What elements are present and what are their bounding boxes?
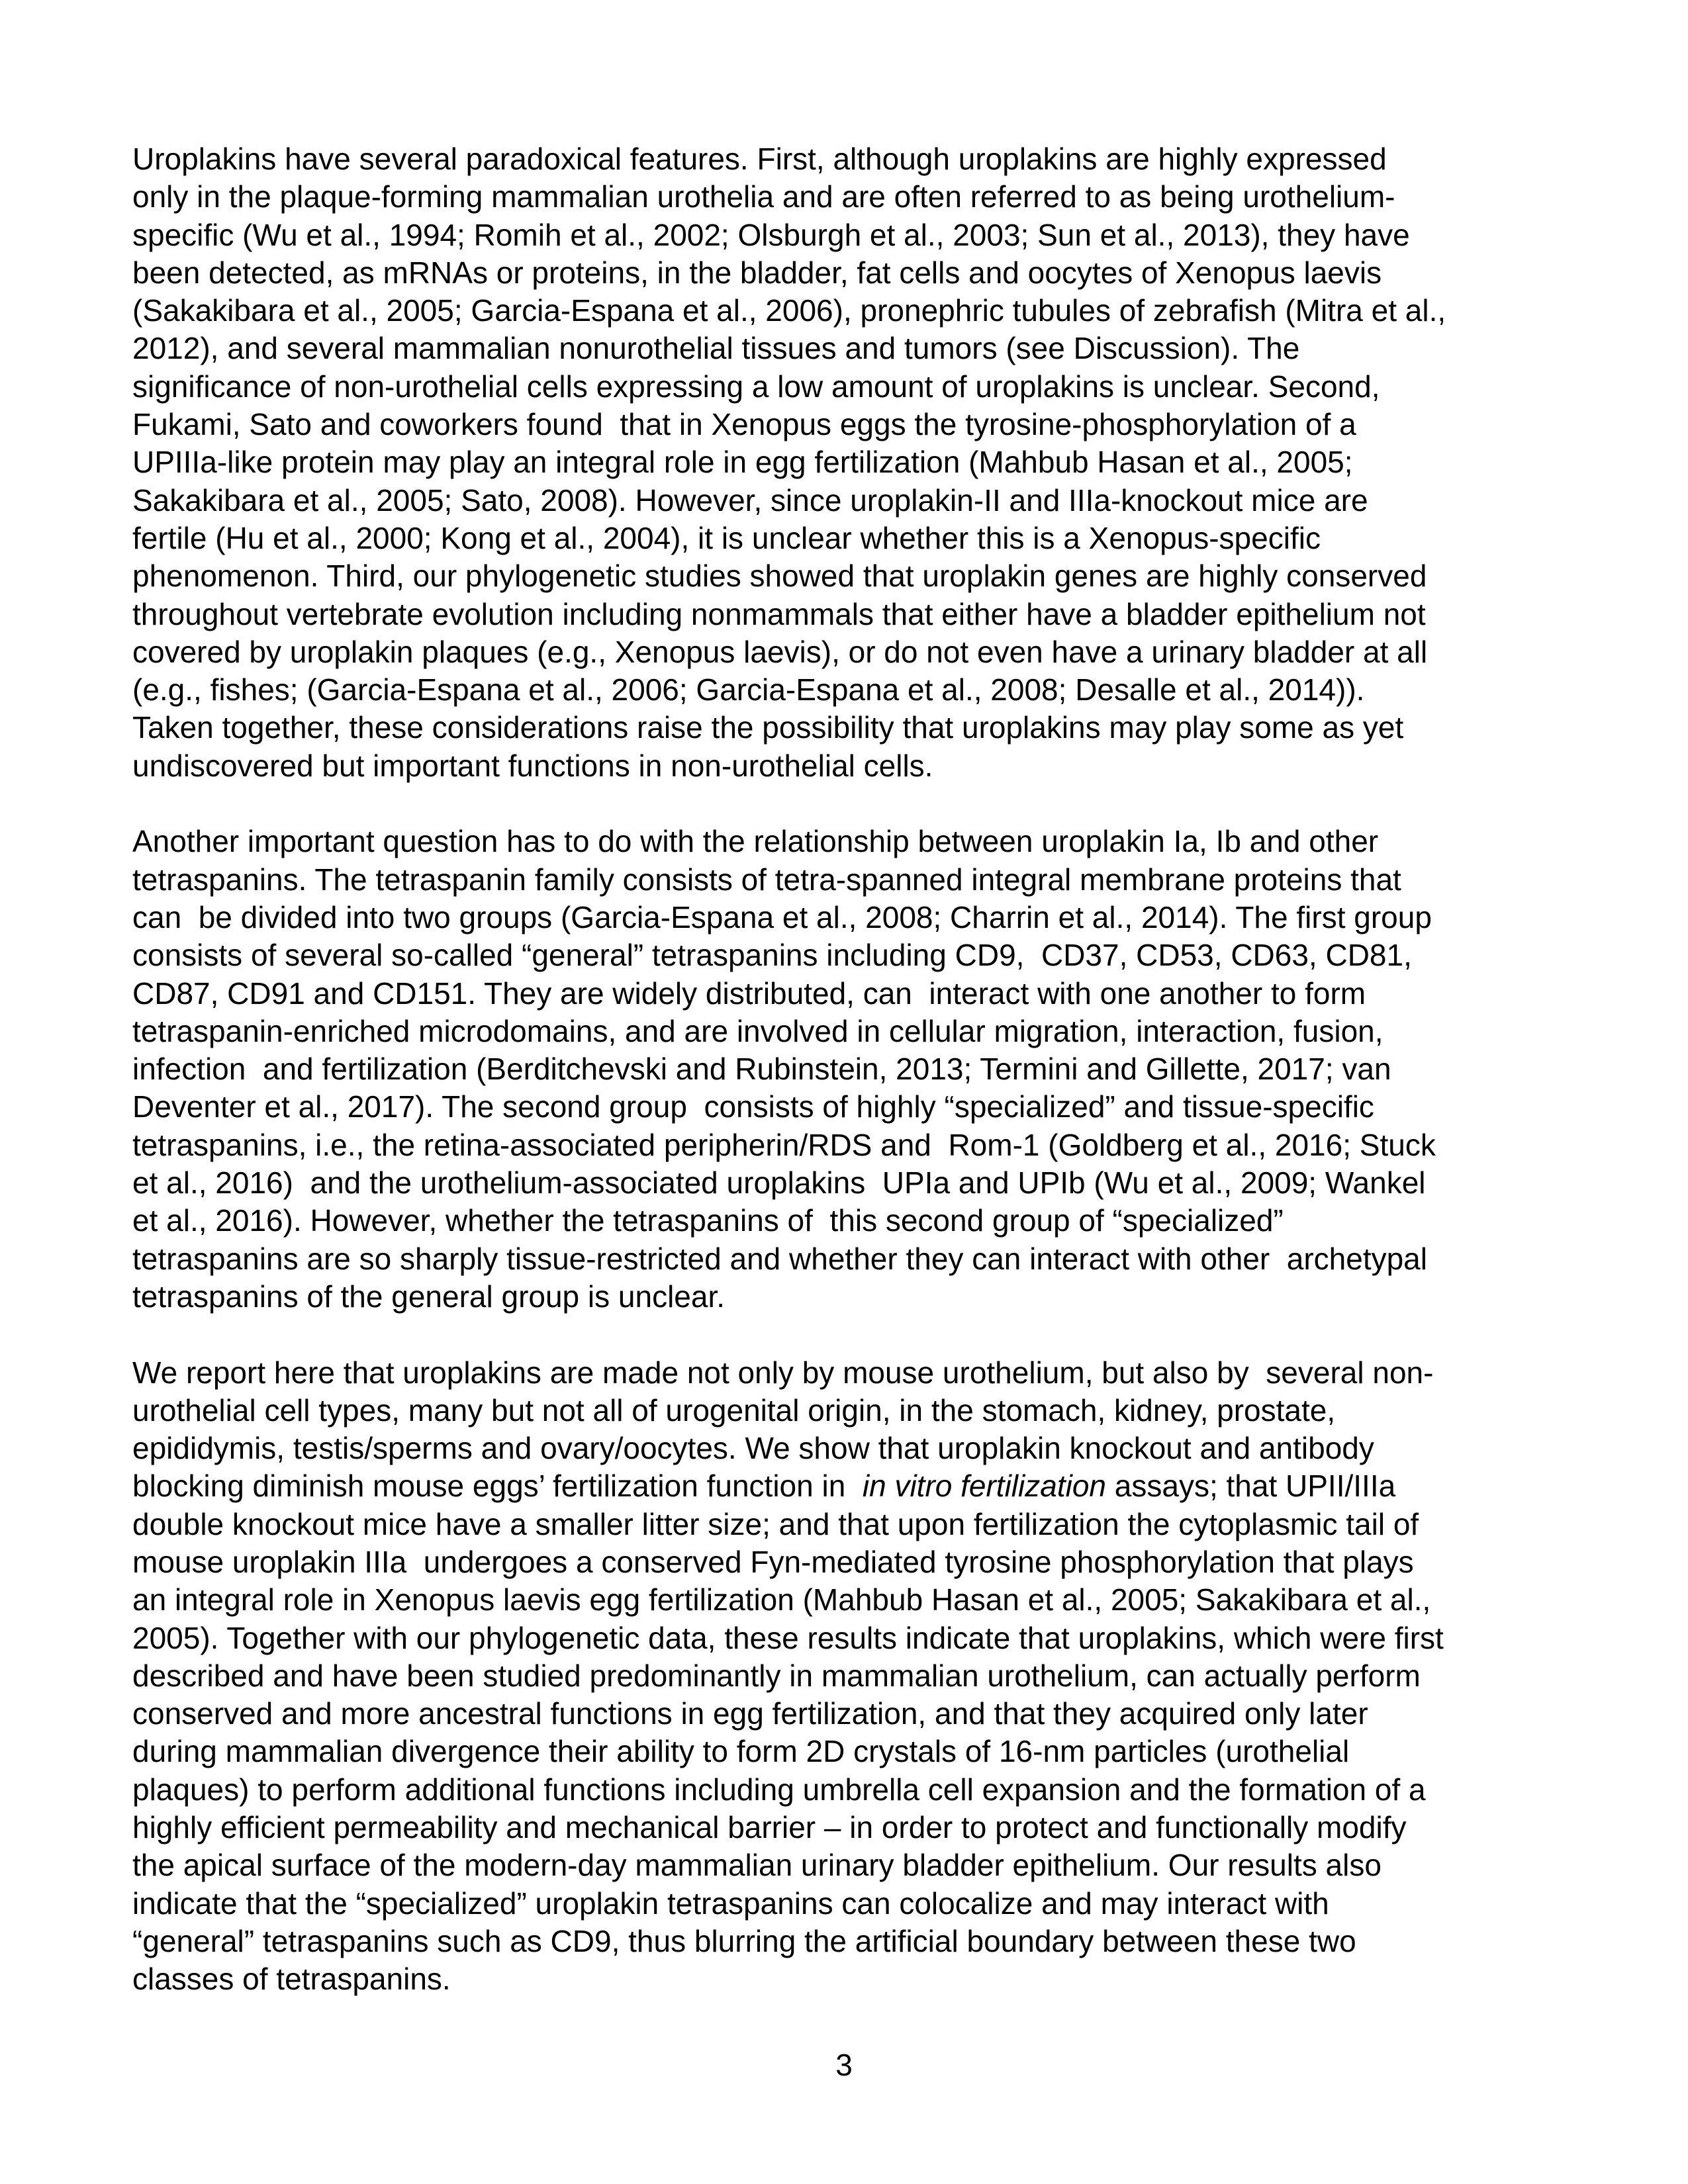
text-segment: CD87, CD91 and CD151. They are widely distributed, can interact with one another to form [132,976,1366,1011]
text-line [132,747,1569,785]
text-line [132,709,1569,747]
text-segment: the apical surface of the modern-day mammalian urinary bladder epithelium. Our results also [132,1848,1382,1883]
text-line [132,140,1569,178]
text-line [132,975,1569,1013]
text-segment: double knockout mice have a smaller litter size; and that upon fertilization the cytoplasmic tail of [132,1506,1419,1541]
text-line [132,482,1569,520]
text-line [132,1164,1569,1202]
text-line [132,1050,1569,1088]
text-segment: et al., 2016) and the urothelium-associated uroplakins UPIa and UPIb (Wu et al., 2009; Wankel [132,1165,1426,1201]
text-segment: infection and fertilization (Berditchevski and Rubinstein, 2013; Termini and Gillette, 2017; van [132,1052,1391,1087]
text-segment: undiscovered but important functions in non-urothelial cells. [132,748,933,783]
text-line [132,1013,1569,1050]
text-segment: during mammalian divergence their ability to form 2D crystals of 16-nm particles (urothelial [132,1734,1350,1769]
paragraph [132,1354,1569,1999]
italic-text-segment: in vitro fertilization [862,1469,1106,1504]
text-segment: Another important question has to do with the relationship between uroplakin Ia, Ib and other [132,824,1379,859]
text-segment: throughout vertebrate evolution including nonmammals that either have a bladder epithelium not [132,596,1426,631]
text-line [132,1126,1569,1164]
paragraph [132,140,1569,785]
text-line [132,1467,1569,1505]
text-segment: can be divided into two groups (Garcia-Espana et al., 2008; Charrin et al., 2014). The first group [132,899,1432,934]
text-segment: (e.g., fishes; (Garcia-Espana et al., 2006; Garcia-Espana et al., 2008; Desalle et al., 2014)). [132,672,1365,707]
text-segment: indicate that the “specialized” uroplakin tetraspanins can colocalize and may interact with [132,1886,1329,1921]
text-segment: epididymis, testis/sperms and ovary/oocytes. We show that uroplakin knockout and antibody [132,1431,1374,1466]
text-line [132,1771,1569,1809]
text-segment: phenomenon. Third, our phylogenetic studies showed that uroplakin genes are highly conserved [132,559,1427,594]
text-line [132,1809,1569,1846]
text-line [132,292,1569,330]
text-segment: tetraspanins of the general group is unclear. [132,1279,726,1314]
text-line [132,1923,1569,1960]
paragraph [132,823,1569,1316]
text-segment: plaques) to perform additional functions including umbrella cell expansion and the formation of a [132,1772,1426,1807]
text-segment: an integral role in Xenopus laevis egg fertilization (Mahbub Hasan et al., 2005; Sakakibara et al., [132,1582,1431,1617]
text-line [132,1543,1569,1581]
text-segment: tetraspanins. The tetraspanin family consists of tetra-spanned integral membrane proteins that [132,862,1401,897]
text-line [132,520,1569,557]
text-segment: assays; that UPII/IIIa [1106,1469,1396,1504]
text-segment: mouse uroplakin IIIa undergoes a conserved Fyn-mediated tyrosine phosphorylation that plays [132,1544,1414,1579]
text-segment: Taken together, these considerations raise the possibility that uroplakins may play some as yet [132,710,1404,745]
text-segment: UPIIIa-like protein may play an integral role in egg fertilization (Mahbub Hasan et al., 2005; [132,445,1353,480]
text-segment: We report here that uroplakins are made not only by mouse urothelium, but also by several non- [132,1355,1434,1390]
text-line [132,1430,1569,1467]
text-line [132,1960,1569,1998]
text-segment: fertile (Hu et al., 2000; Kong et al., 2004), it is unclear whether this is a Xenopus-specific [132,520,1321,555]
text-segment: Deventer et al., 2017). The second group consists of highly “specialized” and tissue-specific [132,1089,1374,1124]
text-line [132,557,1569,595]
text-line [132,633,1569,671]
text-line [132,1506,1569,1543]
text-segment: (Sakakibara et al., 2005; Garcia-Espana et al., 2006), pronephric tubules of zebrafish (Mitra et al., [132,293,1446,328]
text-segment: classes of tetraspanins. [132,1962,451,1997]
text-line [132,1846,1569,1884]
text-segment: tetraspanin-enriched microdomains, and are involved in cellular migration, interaction, fusion, [132,1013,1383,1048]
text-line [132,443,1569,481]
text-line [132,936,1569,974]
text-line [132,823,1569,860]
text-line [132,1278,1569,1316]
text-line [132,671,1569,709]
text-segment: conserved and more ancestral functions in egg fertilization, and that they acquired only later [132,1696,1368,1731]
text-segment: been detected, as mRNAs or proteins, in the bladder, fat cells and oocytes of Xenopus laevis [132,255,1382,290]
text-line [132,254,1569,292]
text-segment: et al., 2016). However, whether the tetraspanins of this second group of “specialized” [132,1203,1284,1238]
text-line [132,899,1569,936]
text-line [132,1733,1569,1770]
text-line [132,1354,1569,1392]
text-segment: covered by uroplakin plaques (e.g., Xenopus laevis), or do not even have a urinary bladder at all [132,634,1428,669]
text-segment: 2012), and several mammalian nonurothelial tissues and tumors (see Discussion). The [132,331,1300,366]
text-segment: tetraspanins, i.e., the retina-associated peripherin/RDS and Rom-1 (Goldberg et al., 2016; Stuck [132,1127,1436,1162]
text-segment: highly efficient permeability and mechanical barrier – in order to protect and functionally modify [132,1810,1407,1845]
text-line [132,1657,1569,1695]
text-segment: blocking diminish mouse eggs’ fertilization function in [132,1469,863,1504]
text-line [132,1619,1569,1657]
document-text [132,140,1569,1999]
text-line [132,1695,1569,1733]
text-line [132,368,1569,406]
text-line [132,1202,1569,1240]
text-line [132,1392,1569,1430]
text-line [132,330,1569,367]
text-segment: only in the plaque-forming mammalian urothelia and are often referred to as being urothelium- [132,179,1395,214]
text-segment: “general” tetraspanins such as CD9, thus blurring the artificial boundary between these two [132,1923,1356,1958]
page-number: 3 [835,2048,853,2082]
text-line [132,178,1569,216]
text-line [132,406,1569,443]
text-line [132,1240,1569,1278]
text-line [132,1885,1569,1923]
text-segment: specific (Wu et al., 1994; Romih et al., 2002; Olsburgh et al., 2003; Sun et al., 2013), they have [132,217,1410,252]
text-line [132,596,1569,633]
text-segment: Fukami, Sato and coworkers found that in Xenopus eggs the tyrosine-phosphorylation of a [132,407,1356,442]
text-line [132,1581,1569,1619]
text-segment: described and have been studied predominantly in mammalian urothelium, can actually perform [132,1658,1421,1693]
text-segment: urothelial cell types, many but not all of urogenital origin, in the stomach, kidney, prostate, [132,1392,1336,1428]
text-segment: consists of several so-called “general” tetraspanins including CD9, CD37, CD53, CD63, CD81, [132,938,1412,973]
text-segment: tetraspanins are so sharply tissue-restricted and whether they can interact with other archetypal [132,1241,1427,1276]
text-line [132,216,1569,254]
text-segment: 2005). Together with our phylogenetic data, these results indicate that uroplakins, which were first [132,1620,1444,1655]
text-segment: Uroplakins have several paradoxical features. First, although uroplakins are highly expressed [132,142,1387,176]
text-line [132,1088,1569,1126]
text-line [132,861,1569,899]
text-segment: significance of non-urothelial cells expressing a low amount of uroplakins is unclear. Second, [132,369,1380,404]
text-segment: Sakakibara et al., 2005; Sato, 2008). However, since uroplakin-II and IIIa-knockout mice are [132,482,1368,518]
